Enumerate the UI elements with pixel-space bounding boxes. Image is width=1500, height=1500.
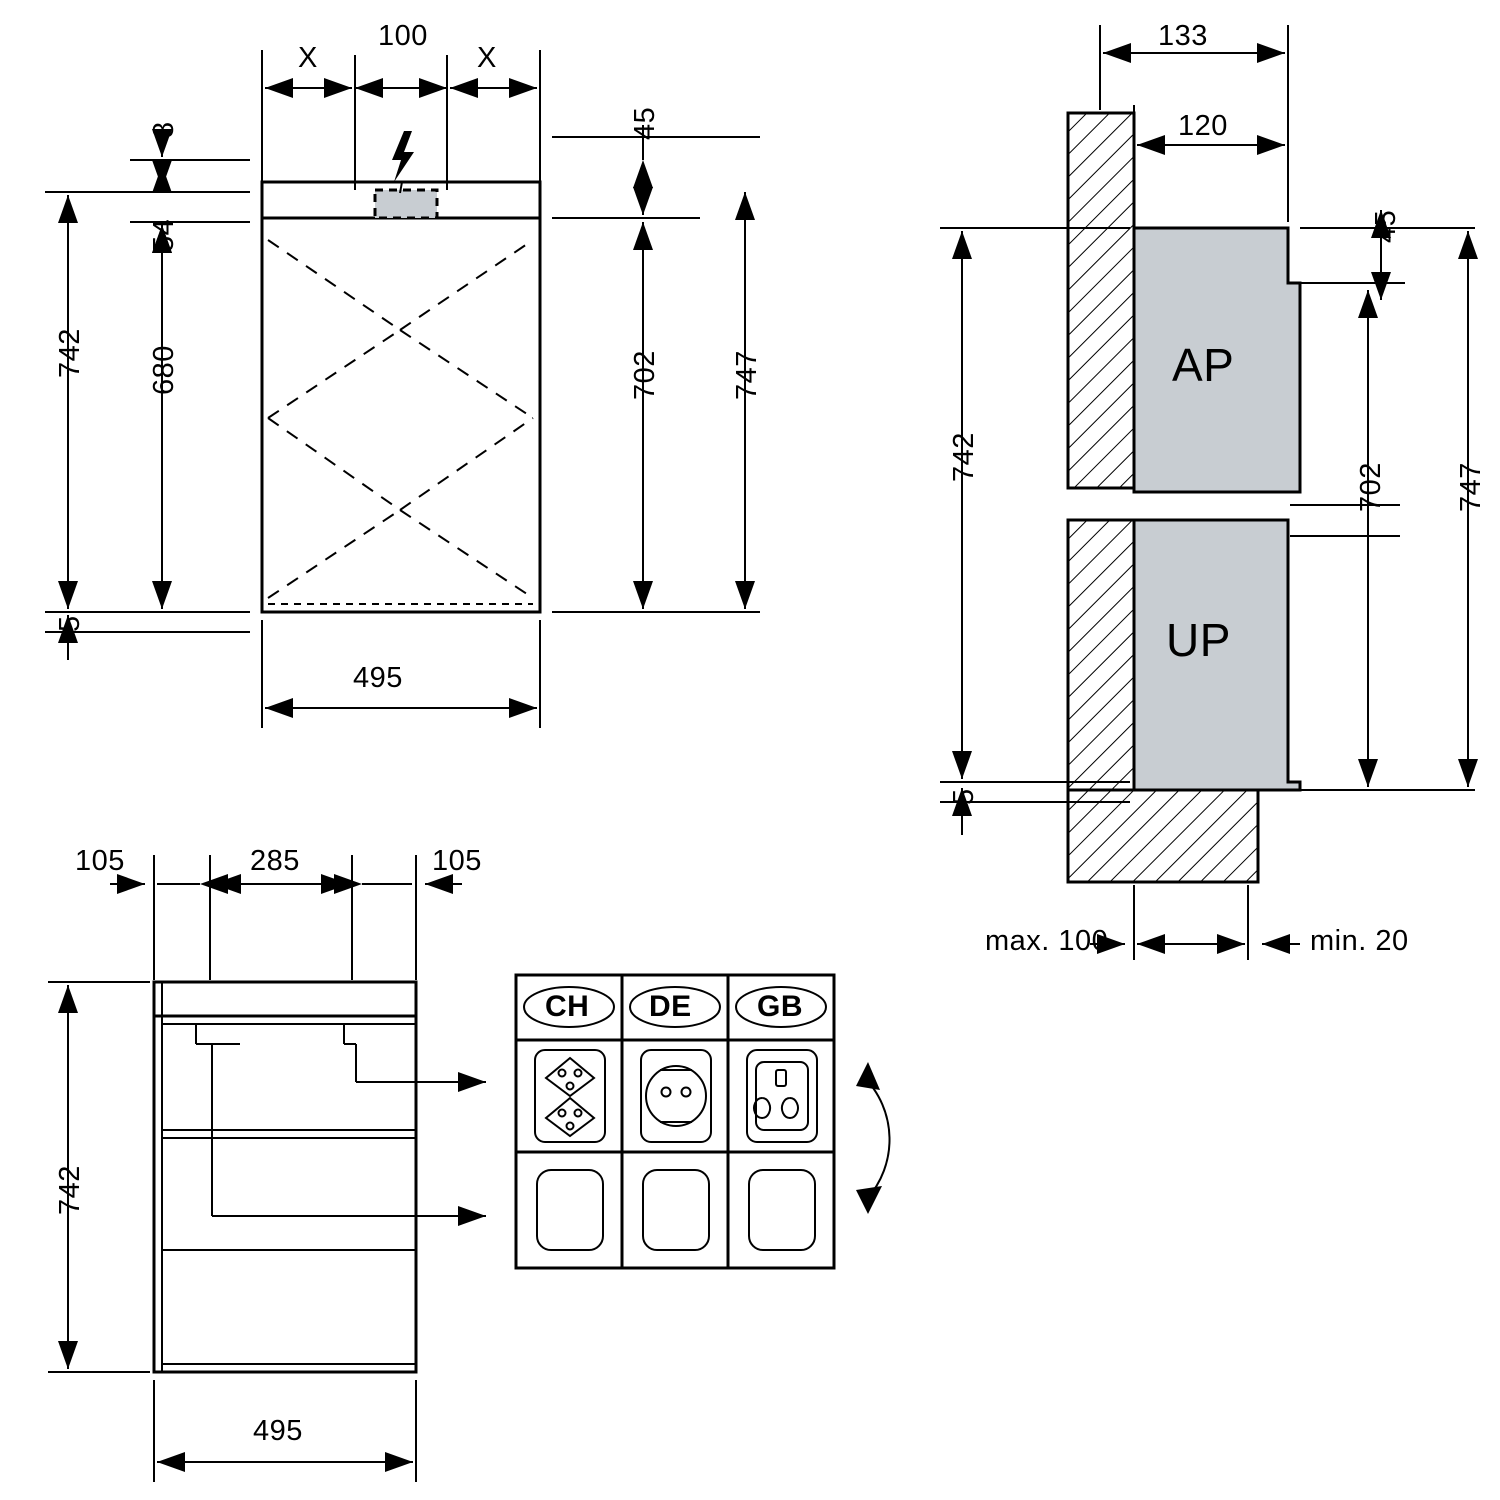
dim-5-front: 5 (54, 615, 86, 632)
dim-680: 680 (148, 345, 180, 395)
dim-702-front: 702 (629, 350, 661, 400)
socket-header-de: DE (649, 990, 692, 1023)
dim-5-section: 5 (948, 788, 980, 805)
dim-x-left: X (298, 42, 318, 74)
dim-54: 54 (148, 218, 180, 252)
dim-45-section: 45 (1370, 209, 1402, 243)
dim-45-front: 45 (629, 106, 661, 140)
socket-header-gb: GB (757, 990, 803, 1023)
dim-747-front: 747 (731, 350, 763, 400)
dim-742-front: 742 (54, 328, 86, 378)
dim-742-section: 742 (948, 432, 980, 482)
socket-header-ch: CH (545, 990, 590, 1023)
dim-133: 133 (1158, 20, 1208, 52)
label-up: UP (1166, 614, 1231, 666)
label-ap: AP (1172, 339, 1235, 391)
dim-120: 120 (1178, 110, 1228, 142)
dim-495-side: 495 (253, 1415, 303, 1447)
dim-x-right: X (477, 42, 497, 74)
dim-495-front: 495 (353, 662, 403, 694)
dim-747-section: 747 (1455, 462, 1487, 512)
dim-105-right: 105 (432, 845, 482, 877)
dim-min-20: min. 20 (1310, 925, 1409, 957)
dim-top-100: 100 (378, 20, 428, 52)
dim-8: 8 (148, 121, 180, 138)
dim-105-left: 105 (75, 845, 125, 877)
dim-702-section: 702 (1355, 462, 1387, 512)
dim-742-side: 742 (54, 1165, 86, 1215)
dim-285: 285 (250, 845, 300, 877)
dim-max-100: max. 100 (985, 925, 1109, 957)
